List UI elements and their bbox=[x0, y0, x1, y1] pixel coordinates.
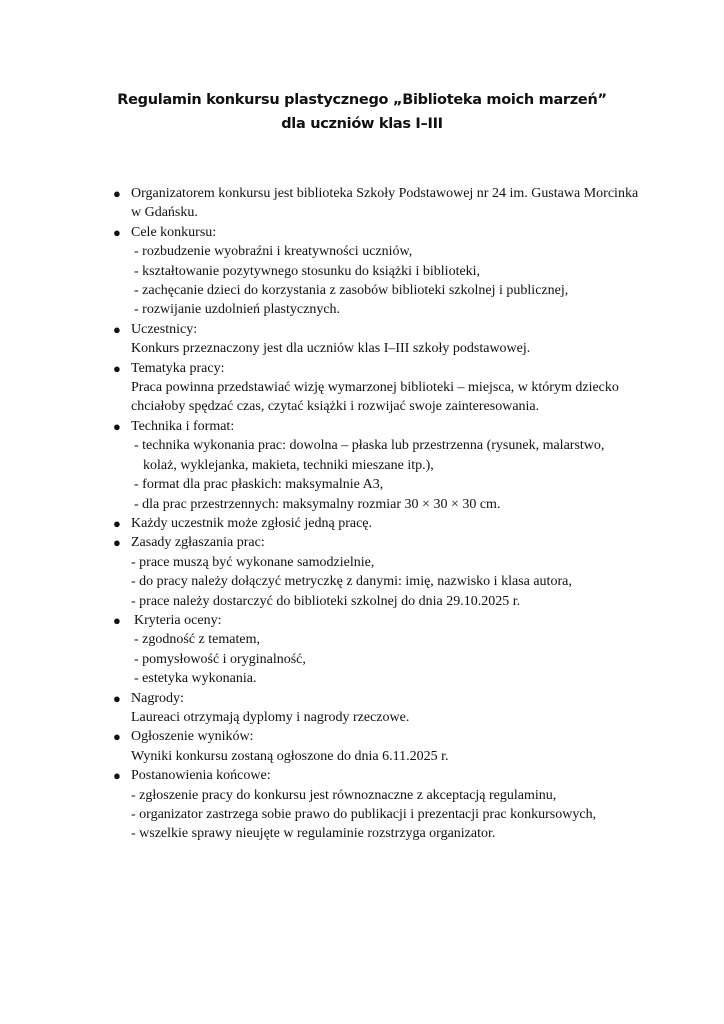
bullet-icon: ● bbox=[113, 535, 121, 551]
bullet-icon: ● bbox=[113, 224, 121, 240]
bullet-icon: ● bbox=[113, 768, 121, 784]
item-text: Każdy uczestnik może zgłosić jedną pracę. bbox=[131, 515, 373, 531]
sub-item: - rozbudzenie wyobraźni i kreatywności uczniów, bbox=[134, 244, 413, 260]
bullet-icon: ● bbox=[113, 729, 121, 745]
item-text: Organizatorem konkursu jest biblioteka Szkoły Podstawowej nr 24 im. Gustawa Morcinka w Gdańsku. bbox=[131, 186, 639, 221]
sub-item: - prace muszą być wykonane samodzielnie, bbox=[131, 554, 375, 570]
sub-item: - zachęcanie dzieci do korzystania z zasobów biblioteki szkolnej i publicznej, bbox=[134, 283, 569, 299]
rules-item-organizer bbox=[0, 184, 724, 223]
item-label: Tematyka pracy: bbox=[131, 360, 225, 376]
rules-item-criteria bbox=[0, 611, 724, 689]
item-label: Kryteria oceny: bbox=[134, 612, 222, 628]
item-label: Ogłoszenie wyników: bbox=[131, 729, 254, 745]
sub-item: - pomysłowość i oryginalność, bbox=[134, 651, 306, 667]
item-label: Technika i format: bbox=[131, 418, 235, 434]
item-paragraph: Laureaci otrzymają dyplomy i nagrody rzeczowe. bbox=[131, 709, 410, 725]
sub-item bbox=[131, 436, 644, 475]
rules-item-one-entry bbox=[0, 514, 724, 533]
bullet-icon: ● bbox=[113, 690, 121, 706]
item-label: Zasady zgłaszania prac: bbox=[131, 535, 265, 551]
sub-item: - wszelkie sprawy nieujęte w regulaminie rozstrzyga organizator. bbox=[131, 826, 496, 842]
item-paragraph: Praca powinna przedstawiać wizję wymarzonej biblioteki – miejsca, w którym dziecko chciałoby spędzać czas, czytać książki i rozwijać swoje zainteresowania. bbox=[131, 380, 619, 415]
bullet-icon: ● bbox=[113, 360, 121, 376]
rules-item-submission bbox=[0, 533, 724, 611]
item-label: Nagrody: bbox=[131, 690, 184, 706]
rules-item-theme bbox=[0, 359, 724, 417]
sub-item: - format dla prac płaskich: maksymalnie A3, bbox=[134, 477, 384, 493]
item-label: Uczestnicy: bbox=[131, 321, 198, 337]
bullet-icon: ● bbox=[113, 612, 121, 628]
sub-item: - dla prac przestrzennych: maksymalny rozmiar 30 × 30 × 30 cm. bbox=[134, 496, 501, 512]
document-title bbox=[0, 88, 724, 136]
rules-item-results bbox=[0, 727, 724, 766]
sub-item: - do pracy należy dołączyć metryczkę z danymi: imię, nazwisko i klasa autora, bbox=[131, 574, 572, 590]
sub-item: - zgodność z tematem, bbox=[134, 632, 260, 648]
bullet-icon: ● bbox=[113, 186, 121, 201]
sub-item: - organizator zastrzega sobie prawo do publikacji i prezentacji prac konkursowych, bbox=[131, 807, 597, 822]
rules-item-prizes bbox=[0, 689, 724, 728]
rules-list bbox=[0, 184, 724, 844]
rules-item-goals bbox=[0, 223, 724, 320]
rules-item-final-provisions bbox=[0, 766, 724, 844]
sub-item: - zgłoszenie pracy do konkursu jest równoznaczne z akceptacją regulaminu, bbox=[131, 787, 557, 803]
title-line-1: Regulamin konkursu plastycznego „Biblioteka moich marzeń” bbox=[117, 92, 607, 108]
sub-item: - rozwijanie uzdolnień plastycznych. bbox=[134, 302, 341, 318]
item-label: Postanowienia końcowe: bbox=[131, 768, 271, 784]
sub-item: - kształtowanie pozytywnego stosunku do książki i biblioteki, bbox=[134, 263, 481, 279]
item-paragraph: Wyniki konkursu zostaną ogłoszone do dnia 6.11.2025 r. bbox=[131, 748, 449, 764]
sub-item-text: - technika wykonania prac: dowolna – płaska lub przestrzenna (rysunek, malarstwo, bbox=[134, 438, 605, 454]
rules-item-participants bbox=[0, 320, 724, 359]
sub-item: - prace należy dostarczyć do biblioteki szkolnej do dnia 29.10.2025 r. bbox=[131, 593, 521, 609]
bullet-icon: ● bbox=[113, 418, 121, 434]
sub-item-continuation: kolaż, wyklejanka, makieta, techniki mieszane itp.), bbox=[143, 457, 434, 473]
item-paragraph: Konkurs przeznaczony jest dla uczniów klas I–III szkoły podstawowej. bbox=[131, 341, 531, 357]
bullet-icon: ● bbox=[113, 321, 121, 337]
bullet-icon: ● bbox=[113, 515, 121, 531]
title-line-2: dla uczniów klas I–III bbox=[281, 116, 443, 132]
rules-item-technique bbox=[0, 417, 724, 514]
sub-item: - estetyka wykonania. bbox=[134, 671, 257, 687]
item-label: Cele konkursu: bbox=[131, 224, 217, 240]
